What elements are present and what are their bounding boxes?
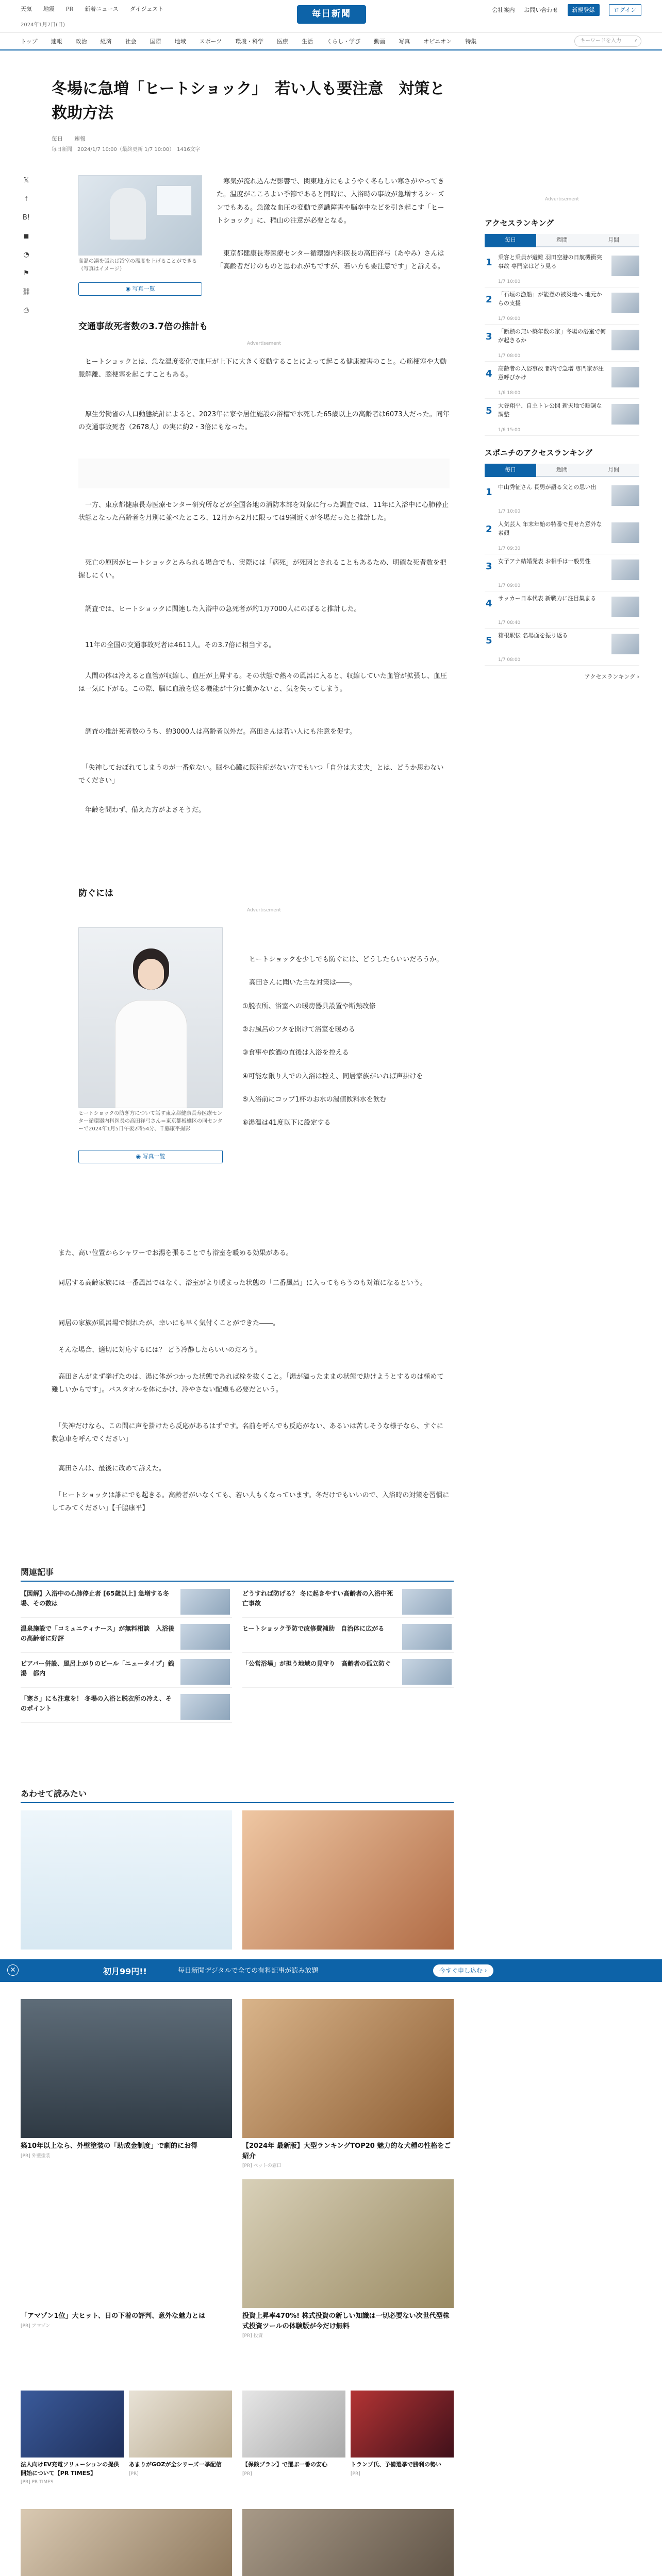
main-nav bbox=[0, 33, 662, 50]
ad-label: Advertisement bbox=[246, 908, 282, 913]
access-ranking-heading: アクセスランキング bbox=[485, 218, 554, 228]
card-image bbox=[21, 1999, 232, 2138]
ranking-thumbnail bbox=[611, 634, 639, 654]
ad-label: Advertisement bbox=[544, 197, 580, 202]
facebook-share-icon[interactable]: f bbox=[25, 195, 28, 203]
banner-text: 毎日新聞デジタルで全ての有料記事が読み放題 bbox=[178, 1967, 319, 1975]
tab-monthly[interactable]: 月間 bbox=[588, 464, 639, 477]
related-thumbnail bbox=[402, 1589, 452, 1615]
article-paragraph: 調査の推計死者数のうち、約3000人は高齢者以外だ。高田さんは若い人にも注意を促す。 bbox=[78, 728, 357, 736]
related-thumbnail bbox=[402, 1624, 452, 1650]
ranking-thumbnail bbox=[611, 367, 639, 387]
article-meta: 毎日新聞 2024/1/7 10:00（最終更新 1/7 10:00） 1416文字 bbox=[52, 147, 201, 152]
photo-list-button[interactable] bbox=[78, 1150, 223, 1163]
article-title: 冬場に急増「ヒートショック」 若い人も要注意 対策と救助方法 bbox=[52, 80, 445, 122]
ranking-item[interactable]: 5 箱根駅伝 名場面を振り返る 1/7 08:00 bbox=[485, 631, 639, 666]
subscribe-button[interactable]: 今すぐ申し込む › bbox=[433, 1964, 493, 1977]
recommend-card[interactable] bbox=[242, 2179, 454, 2341]
card-image bbox=[351, 2391, 454, 2458]
card-title: 【2024年 最新版】大型ランキングTOP20 魅力的な犬種の性格をご紹介 bbox=[242, 2142, 451, 2160]
ranking-thumbnail bbox=[611, 293, 639, 313]
related-title: ヒートショック予防で改修費補助 自治体に広がる bbox=[242, 1625, 385, 1632]
tab-weekly[interactable]: 週間 bbox=[536, 464, 588, 477]
recommend-card[interactable] bbox=[242, 2509, 454, 2576]
login-button[interactable]: ログイン bbox=[609, 4, 641, 16]
photo-caption: 高温の湯を張れば浴室の温度を上げることができる（写真はイメージ） bbox=[78, 259, 197, 272]
article-paragraph: 同居の家族が風呂場で倒れたが、幸いにも早く気付くことができた――。 bbox=[52, 1319, 280, 1327]
x-share-icon[interactable]: 𝕏 bbox=[23, 177, 29, 184]
card-title: 「アマゾン1位」大ヒット、日の下着の評判、意外な魅力とは bbox=[21, 2312, 206, 2320]
article-paragraph: 人間の体は冷えると血管が収縮し、血圧が上昇する。その状態で熱々の風呂に入ると、収縮していた血管が拡張し、血圧は一気に下がる。この際、脳に血液を送る機能が十分に働かないと、気を失ってしまう。 bbox=[78, 672, 448, 693]
article-paragraph: 高田さんに聞いた主な対策は――。 bbox=[242, 979, 357, 987]
card-title: 【保険プラン】で選ぶ一番の安心 bbox=[242, 2461, 327, 2468]
article-paragraph: 一方、東京都健康長寿医療センター研究所などが全国各地の消防本部を対象に行った調査では、11年に入浴中に心肺停止状態となった高齢者を月別に並べたところ、12月から2月に限っては9割近くが冬場だったと推計した。 bbox=[78, 501, 449, 522]
card-source: [PR] PR TIMES bbox=[21, 2480, 54, 2485]
card-source: [PR] 投資 bbox=[242, 2333, 263, 2338]
recommend-card[interactable] bbox=[351, 2391, 454, 2478]
search-placeholder: キーワードを入力 bbox=[580, 38, 621, 44]
card-image bbox=[242, 1810, 454, 1950]
recommend-card[interactable] bbox=[21, 2509, 232, 2576]
recommend-card[interactable] bbox=[242, 1810, 454, 1950]
card-image bbox=[21, 1810, 232, 1950]
related-title: 温泉施設で「コミュニティナース」が無料相談 入浴後の高齢者に好評 bbox=[21, 1625, 175, 1642]
article-byline: 毎日 速報 bbox=[52, 135, 86, 142]
card-title: 投資上昇率470%! 株式投資の新しい知識は一切必要ない次世代型株式投資ツールの体験版が今だけ無料 bbox=[242, 2312, 450, 2330]
section-heading: 防ぐには bbox=[78, 888, 113, 899]
camera-icon: ◉ bbox=[125, 285, 133, 292]
subscription-banner[interactable] bbox=[0, 1959, 662, 1982]
line-share-icon[interactable]: ◼ bbox=[23, 232, 29, 240]
list-item: ②お風呂のフタを開けて浴室を暖める bbox=[242, 1026, 355, 1034]
recommend-card[interactable] bbox=[21, 1999, 232, 2160]
list-item: ④可能な限り人での入浴は控え、同居家族がいれば声掛けを bbox=[242, 1072, 423, 1080]
recommend-card[interactable] bbox=[21, 2391, 124, 2487]
ranking-item[interactable]: 3 「断熱の無い築年数の家」冬場の浴室で何が起きるか 1/7 08:00 bbox=[485, 327, 639, 362]
nav-item[interactable]: 生活 bbox=[302, 38, 313, 45]
nav-item[interactable]: 政治 bbox=[75, 38, 87, 45]
search-icon[interactable]: ⌕ bbox=[635, 38, 638, 43]
photo-caption: ヒートショックの防ぎ方について話す東京都健康長寿医療センター循環器内科医長の高田祥弓さん＝東京都板橋区の同センターで2024年1月5日午後2時54分、千脇康平撮影 bbox=[78, 1111, 223, 1132]
recommend-card[interactable] bbox=[129, 2391, 232, 2478]
header-link-contact[interactable]: お問い合わせ bbox=[524, 7, 558, 13]
article-paragraph: ヒートショックを少しでも防ぐには、どうしたらいいだろうか。 bbox=[242, 956, 443, 963]
bookmark-icon[interactable]: ⚑ bbox=[23, 269, 29, 277]
header-link-news[interactable]: 新着ニュース bbox=[85, 6, 119, 12]
related-thumbnail bbox=[180, 1659, 230, 1685]
card-source: [PR] 外壁塗装 bbox=[21, 2153, 51, 2159]
nav-item[interactable]: 地域 bbox=[174, 38, 186, 45]
article-paragraph: 同居する高齢家族には一番風呂ではなく、浴室がより暖まった状態の「二番風呂」に入ってもらうのも対策になるという。 bbox=[52, 1279, 427, 1287]
article-paragraph: ヒートショックとは、急な温度変化で血圧が上下に大きく変動することによって起こる健康被害のこと。心筋梗塞や大動脈解離、脳梗塞を起こすこともある。 bbox=[78, 358, 447, 379]
article-paragraph: 寒気が流れ込んだ影響で、関東地方にもようやく冬らしい寒さがやってきた。温度がこころよい季節であると同時に、入浴時の事故が急増するシーズンでもある。急激な血圧の変動で意識障害や脳卒中などを引き起こす「ヒートショック」に、稲山の注意が必要となる。 bbox=[217, 178, 444, 225]
list-item: ⑤入浴前にコップ1杯のお水の湯値飲料水を飲む bbox=[242, 1096, 387, 1104]
header-date: 2024年1月7日(日) bbox=[21, 22, 65, 28]
related-article[interactable] bbox=[242, 1624, 454, 1653]
card-image bbox=[129, 2391, 232, 2458]
card-source: [PR] bbox=[351, 2471, 360, 2477]
photo-list-label: 写真一覧 bbox=[142, 1153, 166, 1160]
ranking-thumbnail bbox=[611, 330, 639, 350]
article-paragraph: 「失神だけなら、この間に声を掛けたら反応があるはずです。名前を呼んでも反応がない、あるいは苦しそうな様子なら、すぐに救急車を呼んでください」 bbox=[52, 1422, 443, 1444]
header-link-pr[interactable]: PR bbox=[66, 6, 74, 12]
article-photo-bathroom[interactable] bbox=[78, 175, 202, 256]
article-paragraph: 年齢を問わず、備えた方がよさそうだ。 bbox=[78, 806, 205, 814]
header-link-weather[interactable]: 天気 bbox=[21, 6, 32, 12]
list-item: ③食事や飲酒の直後は入浴を控える bbox=[242, 1049, 349, 1057]
card-image bbox=[21, 2509, 232, 2576]
related-thumbnail bbox=[180, 1589, 230, 1615]
article-photo-doctor[interactable] bbox=[78, 927, 223, 1108]
related-article[interactable] bbox=[242, 1659, 454, 1688]
photo-list-label: 写真一覧 bbox=[132, 285, 155, 292]
list-item: ⑥湯温は41度以下に設定する bbox=[242, 1119, 331, 1127]
related-thumbnail bbox=[180, 1694, 230, 1720]
recommend-card[interactable] bbox=[21, 1810, 232, 1950]
hatena-share-icon[interactable]: B! bbox=[22, 214, 30, 222]
nav-item[interactable]: 経済 bbox=[100, 38, 112, 45]
divider bbox=[21, 1802, 454, 1803]
print-icon[interactable]: ⎙ bbox=[23, 307, 29, 314]
card-title: あまりがGOZが全シリーズ一挙配信 bbox=[129, 2461, 222, 2468]
article-paragraph: また、高い位置からシャワーでお湯を張ることでも浴室を暖める効果がある。 bbox=[52, 1249, 293, 1257]
list-item: ①脱衣所、浴室への暖房器具設置や断熱改修 bbox=[242, 1002, 376, 1010]
header-link-earthquake[interactable]: 地震 bbox=[43, 6, 55, 12]
prevention-list bbox=[242, 953, 449, 1140]
nav-item[interactable]: オピニオン bbox=[423, 38, 452, 45]
more-ranking-link[interactable]: アクセスランキング › bbox=[584, 673, 639, 680]
header-link-company[interactable]: 会社案内 bbox=[492, 7, 515, 13]
article-paragraph: 11年の全国の交通事故死者は4611人。その3.7倍に相当する。 bbox=[78, 641, 276, 649]
sponichi-ranking-heading: スポニチのアクセスランキング bbox=[485, 448, 593, 457]
card-source: [PR] bbox=[129, 2471, 139, 2477]
nav-item[interactable]: 社会 bbox=[125, 38, 137, 45]
ranking-item[interactable]: 3 女子アナ結婚発表 お相手は一般男性 1/7 09:00 bbox=[485, 556, 639, 591]
nav-items bbox=[21, 37, 476, 46]
section-heading: 交通事故死者数の3.7倍の推計も bbox=[78, 321, 208, 332]
ranking-item[interactable]: 1 乗客と乗員が避難 羽田空港の日航機衝突事故 専門家はどう見る 1/7 10:00 bbox=[485, 252, 639, 287]
related-title: 「寒さ」にも注意を！ 冬場の入浴と脱衣所の冷え、そのポイント bbox=[21, 1695, 172, 1712]
register-button[interactable]: 新規登録 bbox=[568, 4, 600, 16]
site-logo[interactable]: 毎日新聞 bbox=[297, 5, 366, 24]
related-article[interactable] bbox=[21, 1589, 232, 1618]
nav-item[interactable]: 特集 bbox=[465, 38, 477, 45]
recommend-heading: あわせて読みたい bbox=[21, 1789, 87, 1799]
nav-item[interactable]: スポーツ bbox=[199, 38, 222, 45]
ranking-thumbnail bbox=[611, 522, 639, 543]
nav-item[interactable]: 国際 bbox=[150, 38, 161, 45]
nav-item[interactable]: 環境・科学 bbox=[235, 38, 264, 45]
article-paragraph: 厚生労働省の人口動態統計によると、2023年に家や居住施設の浴槽で水死した65歳以上の高齢者は6073人だった。同年の交通事故死者（2678人）の実に約2・3倍にもなった。 bbox=[78, 411, 450, 432]
ranking-thumbnail bbox=[611, 485, 639, 506]
related-thumbnail bbox=[180, 1624, 230, 1650]
header-link-digest[interactable]: ダイジェスト bbox=[129, 6, 164, 12]
tab-daily[interactable]: 毎日 bbox=[485, 464, 536, 477]
related-title: 【図解】入浴中の心肺停止者 [65歳以上] 急増する冬場、その数は bbox=[21, 1590, 170, 1607]
ranking-item[interactable]: 4 高齢者の入浴事故 都内で急増 専門家が注意呼びかけ 1/6 18:00 bbox=[485, 364, 639, 399]
related-thumbnail bbox=[402, 1659, 452, 1685]
search-input[interactable] bbox=[574, 36, 641, 47]
site-header bbox=[0, 0, 662, 33]
ranking-item[interactable]: 5 大谷翔平、自主トレ公開 新天地で順調な調整 1/6 15:00 bbox=[485, 401, 639, 436]
card-source: [PR] bbox=[242, 2471, 252, 2477]
related-title: ビアバー併設、風呂上がりのビール「ニュータイプ」銭湯 都内 bbox=[21, 1660, 174, 1677]
related-title: 「公営浴場」が担う地域の見守り 高齢者の孤立防ぐ bbox=[242, 1660, 391, 1667]
related-heading: 関連記事 bbox=[21, 1567, 54, 1577]
divider bbox=[21, 1581, 454, 1582]
article-paragraph: 調査では、ヒートショックに関連した入浴中の急死者が約1万7000人にのぼると推計した。 bbox=[78, 605, 361, 613]
ranking-thumbnail bbox=[611, 597, 639, 617]
header-account bbox=[492, 4, 641, 16]
related-title: どうすれば防げる？ 冬に起きやすい高齢者の入浴中死亡事故 bbox=[242, 1590, 393, 1607]
pocket-share-icon[interactable]: ◔ bbox=[23, 251, 29, 259]
banner-headline: 初月99円!! bbox=[103, 1967, 147, 1976]
ad-label: Advertisement bbox=[246, 341, 282, 346]
article-paragraph: 高田さんは、最後に改めて訴えた。 bbox=[52, 1465, 166, 1472]
photo-list-button[interactable] bbox=[78, 282, 202, 296]
ranking-item[interactable]: 4 サッカー日本代表 新戦力に注目集まる 1/7 08:40 bbox=[485, 594, 639, 629]
recommend-card[interactable] bbox=[242, 1999, 454, 2171]
share-buttons bbox=[21, 175, 32, 316]
ranking-item[interactable]: 1 中山秀征さん 長男が語る父との思い出 1/7 10:00 bbox=[485, 482, 639, 517]
article-paragraph: 死亡の原因がヒートショックとみられる場合でも、実際には「病死」が死因とされることもあるため、明確な死者数を把握しにくい。 bbox=[78, 559, 446, 580]
ranking-tabs bbox=[485, 464, 639, 477]
ranking-thumbnail bbox=[611, 404, 639, 425]
ranking-item[interactable]: 2 人気芸人 年末年始の特番で見せた意外な素顔 1/7 09:30 bbox=[485, 519, 639, 554]
recommend-card[interactable] bbox=[21, 2179, 232, 2330]
card-image bbox=[242, 2179, 454, 2308]
nav-item[interactable]: 速報 bbox=[51, 38, 62, 45]
nav-item[interactable]: トップ bbox=[21, 38, 38, 45]
article-paragraph: 高田さんがまず挙げたのは、湯に体がつかった状態であれば栓を抜くこと。「湯が溢ったままの状態で助けようとするのは極めて難しいからです」。バスタオルを体にかけ、冷やさない配慮も必要だという。 bbox=[52, 1373, 444, 1394]
tab-weekly[interactable]: 週間 bbox=[536, 234, 588, 247]
article-paragraph: 東京都健康長寿医療センター循環器内科医長の高田祥弓（あやみ）さんは「高齢者だけのものと思われがちですが、若い方も要注意です」と訴える。 bbox=[217, 250, 444, 271]
card-title: 法人向けEV充電ソリューションの提供開始について【PR TIMES】 bbox=[21, 2461, 120, 2477]
related-article[interactable] bbox=[21, 1624, 232, 1653]
card-image bbox=[242, 2391, 345, 2458]
recommend-card[interactable] bbox=[242, 2391, 345, 2478]
nav-item[interactable]: くらし・学び bbox=[326, 38, 361, 45]
card-image bbox=[242, 1999, 454, 2138]
ranking-thumbnail bbox=[611, 560, 639, 580]
card-source: [PR] アマゾン bbox=[21, 2323, 51, 2329]
related-article[interactable] bbox=[21, 1694, 232, 1723]
ranking-tabs bbox=[485, 234, 639, 247]
link-copy-icon[interactable]: ⛓ bbox=[22, 288, 31, 296]
nav-item[interactable]: 写真 bbox=[399, 38, 410, 45]
article-paragraph: 「ヒートショックは誰にでも起きる。高齢者がいなくても、若い人もくなっています。冬だけでもいいので、入浴時の対策を習慣にしてみてください」【千脇康平】 bbox=[52, 1492, 450, 1513]
camera-icon: ◉ bbox=[136, 1153, 143, 1160]
related-article[interactable] bbox=[21, 1659, 232, 1688]
card-title: 築10年以上なら、外壁塗装の「助成金制度」で劇的にお得 bbox=[21, 2142, 198, 2150]
card-image bbox=[242, 2509, 454, 2576]
card-image bbox=[21, 2391, 124, 2458]
article-paragraph: そんな場合、適切に対応するには？ どう冷静したらいいのだろう。 bbox=[52, 1346, 262, 1354]
nav-item[interactable]: 医療 bbox=[277, 38, 289, 45]
ranking-item[interactable]: 2 「石垣の漁船」が能登の被災地へ 地元からの支援 1/7 09:00 bbox=[485, 290, 639, 325]
nav-item[interactable]: 動画 bbox=[374, 38, 386, 45]
card-title: トランプ氏、予備選挙で勝利の勢い bbox=[351, 2461, 441, 2468]
article-paragraph: 「失神しておぼれてしまうのが一番危ない。脳や心臓に既往症がない方でもいつ「自分は大丈夫」とは、どうか思わないでください」 bbox=[78, 764, 444, 785]
card-source: [PR] ペットの窓口 bbox=[242, 2163, 282, 2168]
tab-monthly[interactable]: 月間 bbox=[588, 234, 639, 247]
tab-daily[interactable]: 毎日 bbox=[485, 234, 536, 247]
ad-slot bbox=[78, 459, 450, 488]
ranking-thumbnail bbox=[611, 256, 639, 276]
header-links bbox=[21, 4, 163, 14]
close-icon[interactable]: ✕ bbox=[7, 1964, 19, 1976]
related-article[interactable] bbox=[242, 1589, 454, 1618]
card-image bbox=[21, 2179, 232, 2308]
